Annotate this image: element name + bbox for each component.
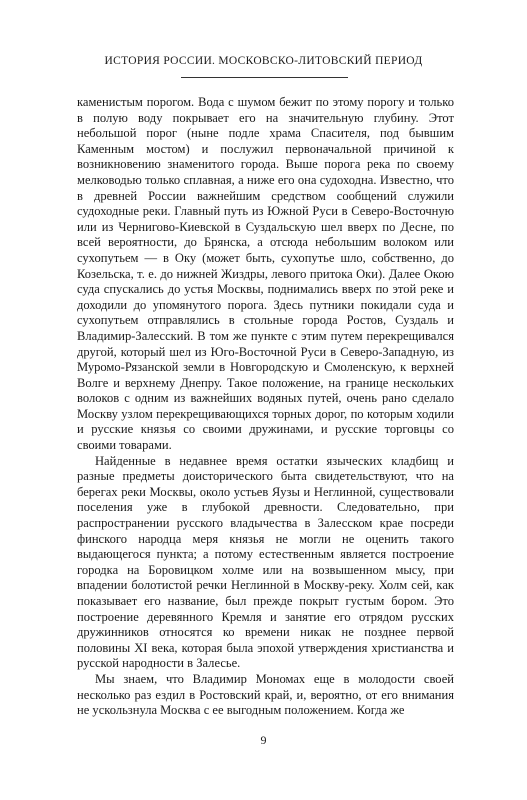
running-header: ИСТОРИЯ РОССИИ. МОСКОВСКО-ЛИТОВСКИЙ ПЕРИОД [104,55,423,67]
paragraph-1: каменистым порогом. Вода с шумом бежит по этому порогу и только в полую воду покрывает его на значительную глубину. Этот небольшой порог (ныне подле храма Спасителя, под бывшим Каменным мостом) и послужил первоначальной причиной к возникновению знаменитого города. Выше порога река по своему мелководью только сплавная, а ниже его она судоходна. Известно, что в древней России важнейшим средством сообщений служили судоходные реки. Главный путь из Южной Руси в Северо-Восточную или из Чернигово-Киевской в Суздальскую шел вверх по Десне, по всей вероятности, до Брянска, а отсюда небольшим волоком или сухопутьем — в Оку (может быть, сухопутье шло, собственно, до Козельска, т. е. до нижней Жиздры, левого притока Оки). Далее Окою суда спускались до устья Москвы, поднимались вверх по этой реке и доходили до упомянутого порога. Здесь путники покидали суда и сухопутьем отправлялись в стольные города Ростов, Суздаль и Владимир-Залесский. В том же пункте с этим путем перекрещивался другой, который шел из Юго-Восточной Руси в Северо-Западную, из Муромо-Рязанской земли в Новгородскую и Смоленскую, к верхней Волге и верхнему Днепру. Такое положение, на границе нескольких волоков с одним из важнейших водяных путей, очень рано сделало Москву узлом перекрещивающихся торных дорог, по которым ходили и русские князья со своими дружинами, и русские торговцы со своими товарами. [77,95,454,453]
page-number: 9 [260,733,267,747]
body-text [77,95,454,719]
paragraph-3: Мы знаем, что Владимир Мономах еще в молодости своей несколько раз ездил в Ростовский край, и, вероятно, от его внимания не ускользнула Москва с ее выгодным положением. Когда же [77,671,454,718]
header-rule [181,77,348,78]
paragraph-2: Найденные в недавнее время остатки языческих кладбищ и разные предметы доисторического быта свидетельствуют, что на берегах реки Москвы, около устьев Яузы и Неглинной, существовали поселения уже в глубокой древности. Следовательно, при распространении русского владычества в Залесском крае посреди финского народца меря князья не могли не оценить такого выдающегося пункта; а потому естественным является построение городка на Боровицком холме или на возвышенном мысу, при впадении болотистой речки Неглинной в Москву-реку. Холм сей, как показывает его название, был прежде покрыт густым бором. Это построение деревянного Кремля и занятие его отрядом русских дружинников относятся ко времени никак не позднее первой половины XI века, которая была эпохой утверждения христианства и русской народности в Залесье. [77,453,454,671]
